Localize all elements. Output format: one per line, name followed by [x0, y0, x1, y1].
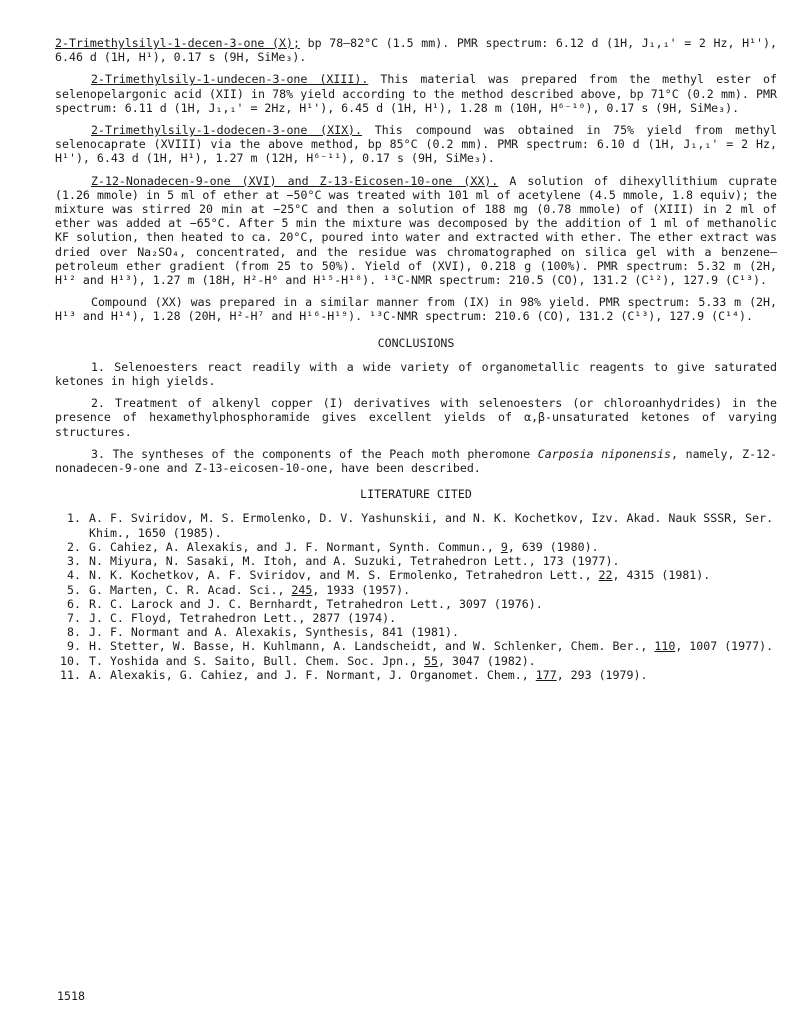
reference-citation: G. Cahiez, A. Alexakis, and J. F. Normant, Synth. Commun., [89, 539, 501, 554]
compound-xvi-xx-title: Z-12-Nonadecen-9-one (XVI) and Z-13-Eicosen-10-one (XX). [91, 173, 499, 188]
reference-citation: A. F. Sviridov, M. S. Ermolenko, D. V. Yashunskii, and N. K. Kochetkov, Izv. Akad. Nauk SSSR, Ser. Khim., 1650 (1985). [89, 511, 774, 540]
reference-item [55, 511, 777, 539]
compound-xix-text: This compound was obtained in 75% yield from methyl selenocaprate (XVIII) via the above method, bp 85°C (0.2 mm). PMR spectrum: 6.10 d (1H, J₁,₁' = 2 Hz, H¹'), 6.43 d (1H, H¹), 1.27 m (12H, H⁶⁻¹¹), 0.17 s (9H, SiMe₃). [55, 123, 778, 166]
reference-text [89, 583, 777, 597]
compound-xvi-xx-paragraph [55, 174, 777, 288]
reference-pages: , 3047 (1982). [438, 653, 536, 668]
reference-number: 9. [67, 639, 81, 654]
reference-text [89, 554, 777, 568]
reference-volume: 245 [291, 582, 313, 597]
reference-text [89, 668, 777, 682]
reference-citation: N. Miyura, N. Sasaki, M. Itoh, and A. Suzuki, Tetrahedron Lett., 173 (1977). [89, 554, 620, 569]
compound-x-paragraph [55, 36, 777, 64]
paper-page [55, 36, 777, 682]
reference-item [55, 639, 777, 653]
compound-xiii-text: This material was prepared from the methyl ester of selenopelargonic acid (XII) in 78% yield according to the method described above, bp 71°C (0.2 mm). PMR spectrum: 6.11 d (1H, J₁,₁' = 2Hz, H¹'), 6.45 d (1H, H¹), 1.28 m (10H, H⁶⁻¹⁰), 0.17 s (9H, SiMe₃). [55, 72, 777, 115]
reference-number: 2. [67, 539, 81, 554]
reference-item [55, 668, 777, 682]
reference-text [89, 654, 777, 668]
reference-pages: , 639 (1980). [507, 539, 599, 554]
reference-item [55, 583, 777, 597]
reference-item [55, 611, 777, 625]
compound-xiii-title: 2-Trimethylsily-1-undecen-3-one (XIII). [91, 72, 369, 87]
reference-pages: , 293 (1979). [556, 667, 648, 682]
reference-text [89, 611, 777, 625]
compound-xix-title: 2-Trimethylsily-1-dodecen-3-one (XIX). [91, 123, 363, 138]
reference-volume: 177 [535, 667, 557, 682]
reference-number: 11. [60, 667, 81, 682]
reference-citation: J. F. Normant and A. Alexakis, Synthesis, 841 (1981). [89, 625, 459, 640]
reference-number: 8. [67, 625, 81, 640]
compound-xiii-paragraph [55, 72, 777, 115]
conclusion-2: 2. Treatment of alkenyl copper (I) derivatives with selenoesters (or chloroanhydrides) in the presence of hexamethylphosphoramide gives excellent yields of α,β-unsaturated ketones of varying structures. [55, 396, 777, 439]
reference-item [55, 568, 777, 582]
reference-text [89, 511, 777, 539]
reference-citation: A. Alexakis, G. Cahiez, and J. F. Normant, J. Organomet. Chem., [89, 667, 536, 682]
reference-item [55, 625, 777, 639]
reference-volume: 9 [500, 539, 508, 554]
reference-number: 3. [67, 554, 81, 569]
reference-citation: R. C. Larock and J. C. Bernhardt, Tetrahedron Lett., 3097 (1976). [89, 596, 543, 611]
reference-pages: , 4315 (1981). [612, 568, 711, 583]
reference-volume: 22 [598, 568, 613, 583]
reference-number: 1. [67, 511, 81, 526]
conclusion-3-species: Carposia niponensis [537, 446, 672, 461]
reference-item [55, 654, 777, 668]
reference-number: 10. [60, 653, 81, 668]
reference-text [89, 597, 777, 611]
reference-text [89, 625, 777, 639]
reference-number: 4. [67, 568, 81, 583]
reference-list [55, 511, 777, 681]
reference-text [89, 568, 777, 582]
reference-item [55, 554, 777, 568]
reference-text [89, 540, 777, 554]
compound-xx-paragraph: Compound (XX) was prepared in a similar manner from (IX) in 98% yield. PMR spectrum: 5.33 m (2H, H¹³ and H¹⁴), 1.28 (20H, H²-H⁷ and H¹⁶-H¹⁹). ¹³C-NMR spectrum: 210.6 (CO), 131.2 (C¹³), 127.9 (C¹⁴). [55, 295, 777, 324]
reference-citation: N. K. Kochetkov, A. F. Sviridov, and M. S. Ermolenko, Tetrahedron Lett., [89, 568, 599, 583]
conclusions-heading: CONCLUSIONS [377, 335, 455, 350]
conclusion-1: 1. Selenoesters react readily with a wide variety of organometallic reagents to give saturated ketones in high yields. [55, 359, 777, 389]
reference-number: 6. [67, 596, 81, 611]
reference-number: 5. [67, 582, 81, 597]
reference-volume: 110 [654, 639, 676, 654]
reference-citation: J. C. Floyd, Tetrahedron Lett., 2877 (1974). [89, 610, 397, 625]
reference-citation: G. Marten, C. R. Acad. Sci., [89, 582, 292, 597]
compound-x-title: 2-Trimethylsilyl-1-decen-3-one (X); [55, 36, 300, 50]
reference-item [55, 597, 777, 611]
literature-heading: LITERATURE CITED [360, 487, 472, 502]
conclusion-3 [55, 447, 777, 475]
reference-pages: , 1007 (1977). [675, 639, 774, 654]
reference-text [89, 639, 777, 653]
reference-citation: T. Yoshida and S. Saito, Bull. Chem. Soc. Jpn., [89, 653, 425, 668]
conclusion-3-part-a: 3. The syntheses of the components of the Peach moth pheromone [91, 446, 538, 461]
page-number: 1518 [57, 989, 85, 1003]
reference-pages: , 1933 (1957). [312, 582, 411, 597]
compound-x-text: bp 78–82°C (1.5 mm). PMR spectrum: 6.12 d (1H, J₁,₁' = 2 Hz, H¹'), 6.46 d (1H, H¹), 0.17 s (9H, SiMe₃). [55, 36, 777, 65]
reference-citation: H. Stetter, W. Basse, H. Kuhlmann, A. Landscheidt, and W. Schlenker, Chem. Ber., [89, 639, 655, 654]
compound-xix-paragraph [55, 123, 777, 166]
conclusion-3-part-b: , namely, Z-12-nonadecen-9-one and Z-13-eicosen-10-one, have been described. [55, 446, 778, 476]
reference-volume: 55 [424, 653, 439, 668]
compound-xvi-xx-text: A solution of dihexyllithium cuprate (1.26 mmole) in 5 ml of ether at −50°C was treated with 101 ml of acetylene (4.5 mmole, 1.8 equiv); the mixture was stirred 20 min at −25°C and then a solution of 188 mg (0.78 mmole) of (XIII) in 2 ml of ether was added at −65°C. After 5 min the mixture was decomposed by the addition of 1 ml of methanolic KF solution, then heated to ca. 20°C, poured into water and extracted with ether. The ether extract was dried over Na₂SO₄, concentrated, and the residue was chromatographed on silica gel with a benzene–petroleum ether gradient (from 25 to 50%). Yield of (XVI), 0.218 g (100%). PMR spectrum: 5.32 m (2H, H¹² and H¹³), 1.27 m (18H, H²-H⁶ and H¹⁵-H¹⁸). ¹³C-NMR spectrum: 210.5 (CO), 131.2 (C¹²), 127.9 (C¹³). [55, 173, 777, 288]
reference-item [55, 540, 777, 554]
reference-number: 7. [67, 610, 81, 625]
